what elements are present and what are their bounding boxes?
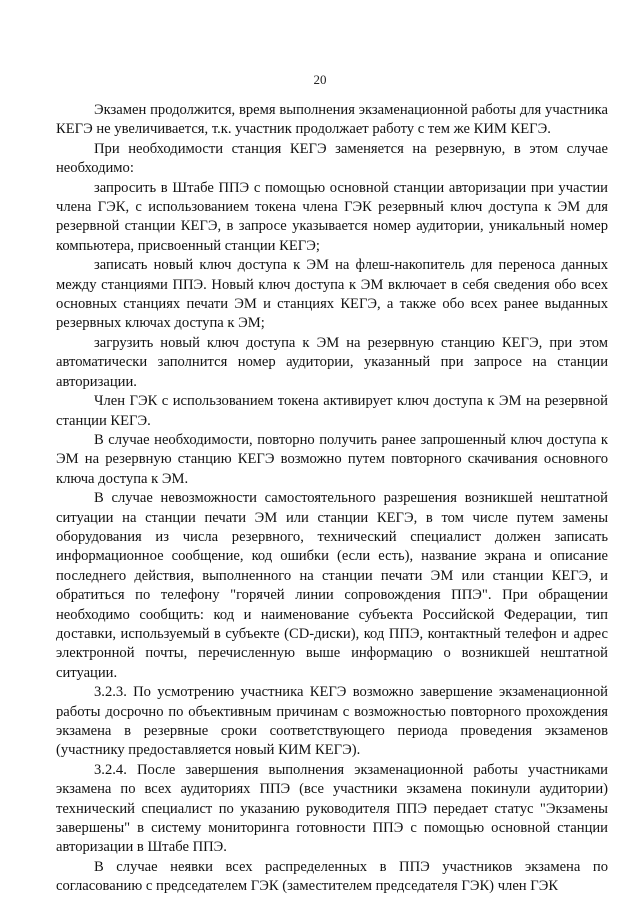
document-body [56,101,608,897]
paragraph-request-reserve-key: запросить в Штабе ППЭ с помощью основной станции авторизации при участии члена ГЭК, с использованием токена члена ГЭК резервный ключ доступа к ЭМ для резервной станции КЕГЭ, в запросе указывается номер аудитории, уникальный номер компьютера, присвоенный станции КЕГЭ; [56,179,608,254]
paragraph-load-new-key: загрузить новый ключ доступа к ЭМ на резервную станцию КЕГЭ, при этом автоматически заполнится номер аудитории, указанный при запросе на станции авторизации. [56,334,608,390]
paragraph-exam-continues: Экзамен продолжится, время выполнения экзаменационной работы для участника КЕГЭ не увеличивается, т.к. участник продолжает работу с тем же КИМ КЕГЭ. [56,102,608,138]
paragraph-activate-key: Член ГЭК с использованием токена активирует ключ доступа к ЭМ на резервной станции КЕГЭ. [56,393,608,429]
paragraph-section-3-2-3: 3.2.3. По усмотрению участника КЕГЭ возможно завершение экзаменационной работы досрочно по объективным причинам с возможностью повторного прохождения экзамена в резервные сроки соответствующего периода проведения экзаменов (участнику предоставляется новый КИМ КЕГЭ). [56,684,608,759]
paragraph-no-show: В случае неявки всех распределенных в ППЭ участников экзамена по согласованию с председателем ГЭК (заместителем председателя ГЭК) член ГЭК [56,858,608,895]
paragraph-section-3-2-4: 3.2.4. После завершения выполнения экзаменационной работы участниками экзамена по всех аудиториях ППЭ (все участники экзамена покинули аудитории) технический специалист по указанию руководителя ППЭ передает статус "Экзамены завершены" в систему мониторинга готовности ППЭ с помощью основной станции авторизации в Штабе ППЭ. [56,761,608,856]
paragraph-station-replacement: При необходимости станция КЕГЭ заменяется на резервную, в этом случае необходимо: [56,140,608,177]
page-number: 20 [313,72,327,87]
paragraph-write-new-key: записать новый ключ доступа к ЭМ на флеш-накопитель для переноса данных между станциями ППЭ. Новый ключ доступа к ЭМ включает в себя сведения обо всех основных станциях печати ЭМ и станциях КЕГЭ, а также обо всех ранее выданных резервных ключах доступа к ЭМ; [56,257,608,332]
paragraph-hotline: В случае невозможности самостоятельного разрешения возникшей нештатной ситуации на станции печати ЭМ или станции КЕГЭ, в том числе путем замены оборудования из числа резервного, технический специалист должен записать информационное сообщение, код ошибки (если есть), название экрана и описание последнего действия, выполненного на станции печати ЭМ или станции КЕГЭ, и обратиться по телефону "горячей линии сопровождения ППЭ". При обращении необходимо сообщить: код и наименование субъекта Российской Федерации, тип доставки, используемый в субъекте (CD-диски), код ППЭ, контактный телефон и адрес электронной почты, перечисленную выше информацию о возникшей нештатной ситуации. [56,490,608,681]
paragraph-repeat-download: В случае необходимости, повторно получить ранее запрошенный ключ доступа к ЭМ на резервную станцию КЕГЭ возможно путем повторного скачивания основного ключа доступа к ЭМ. [56,431,608,487]
